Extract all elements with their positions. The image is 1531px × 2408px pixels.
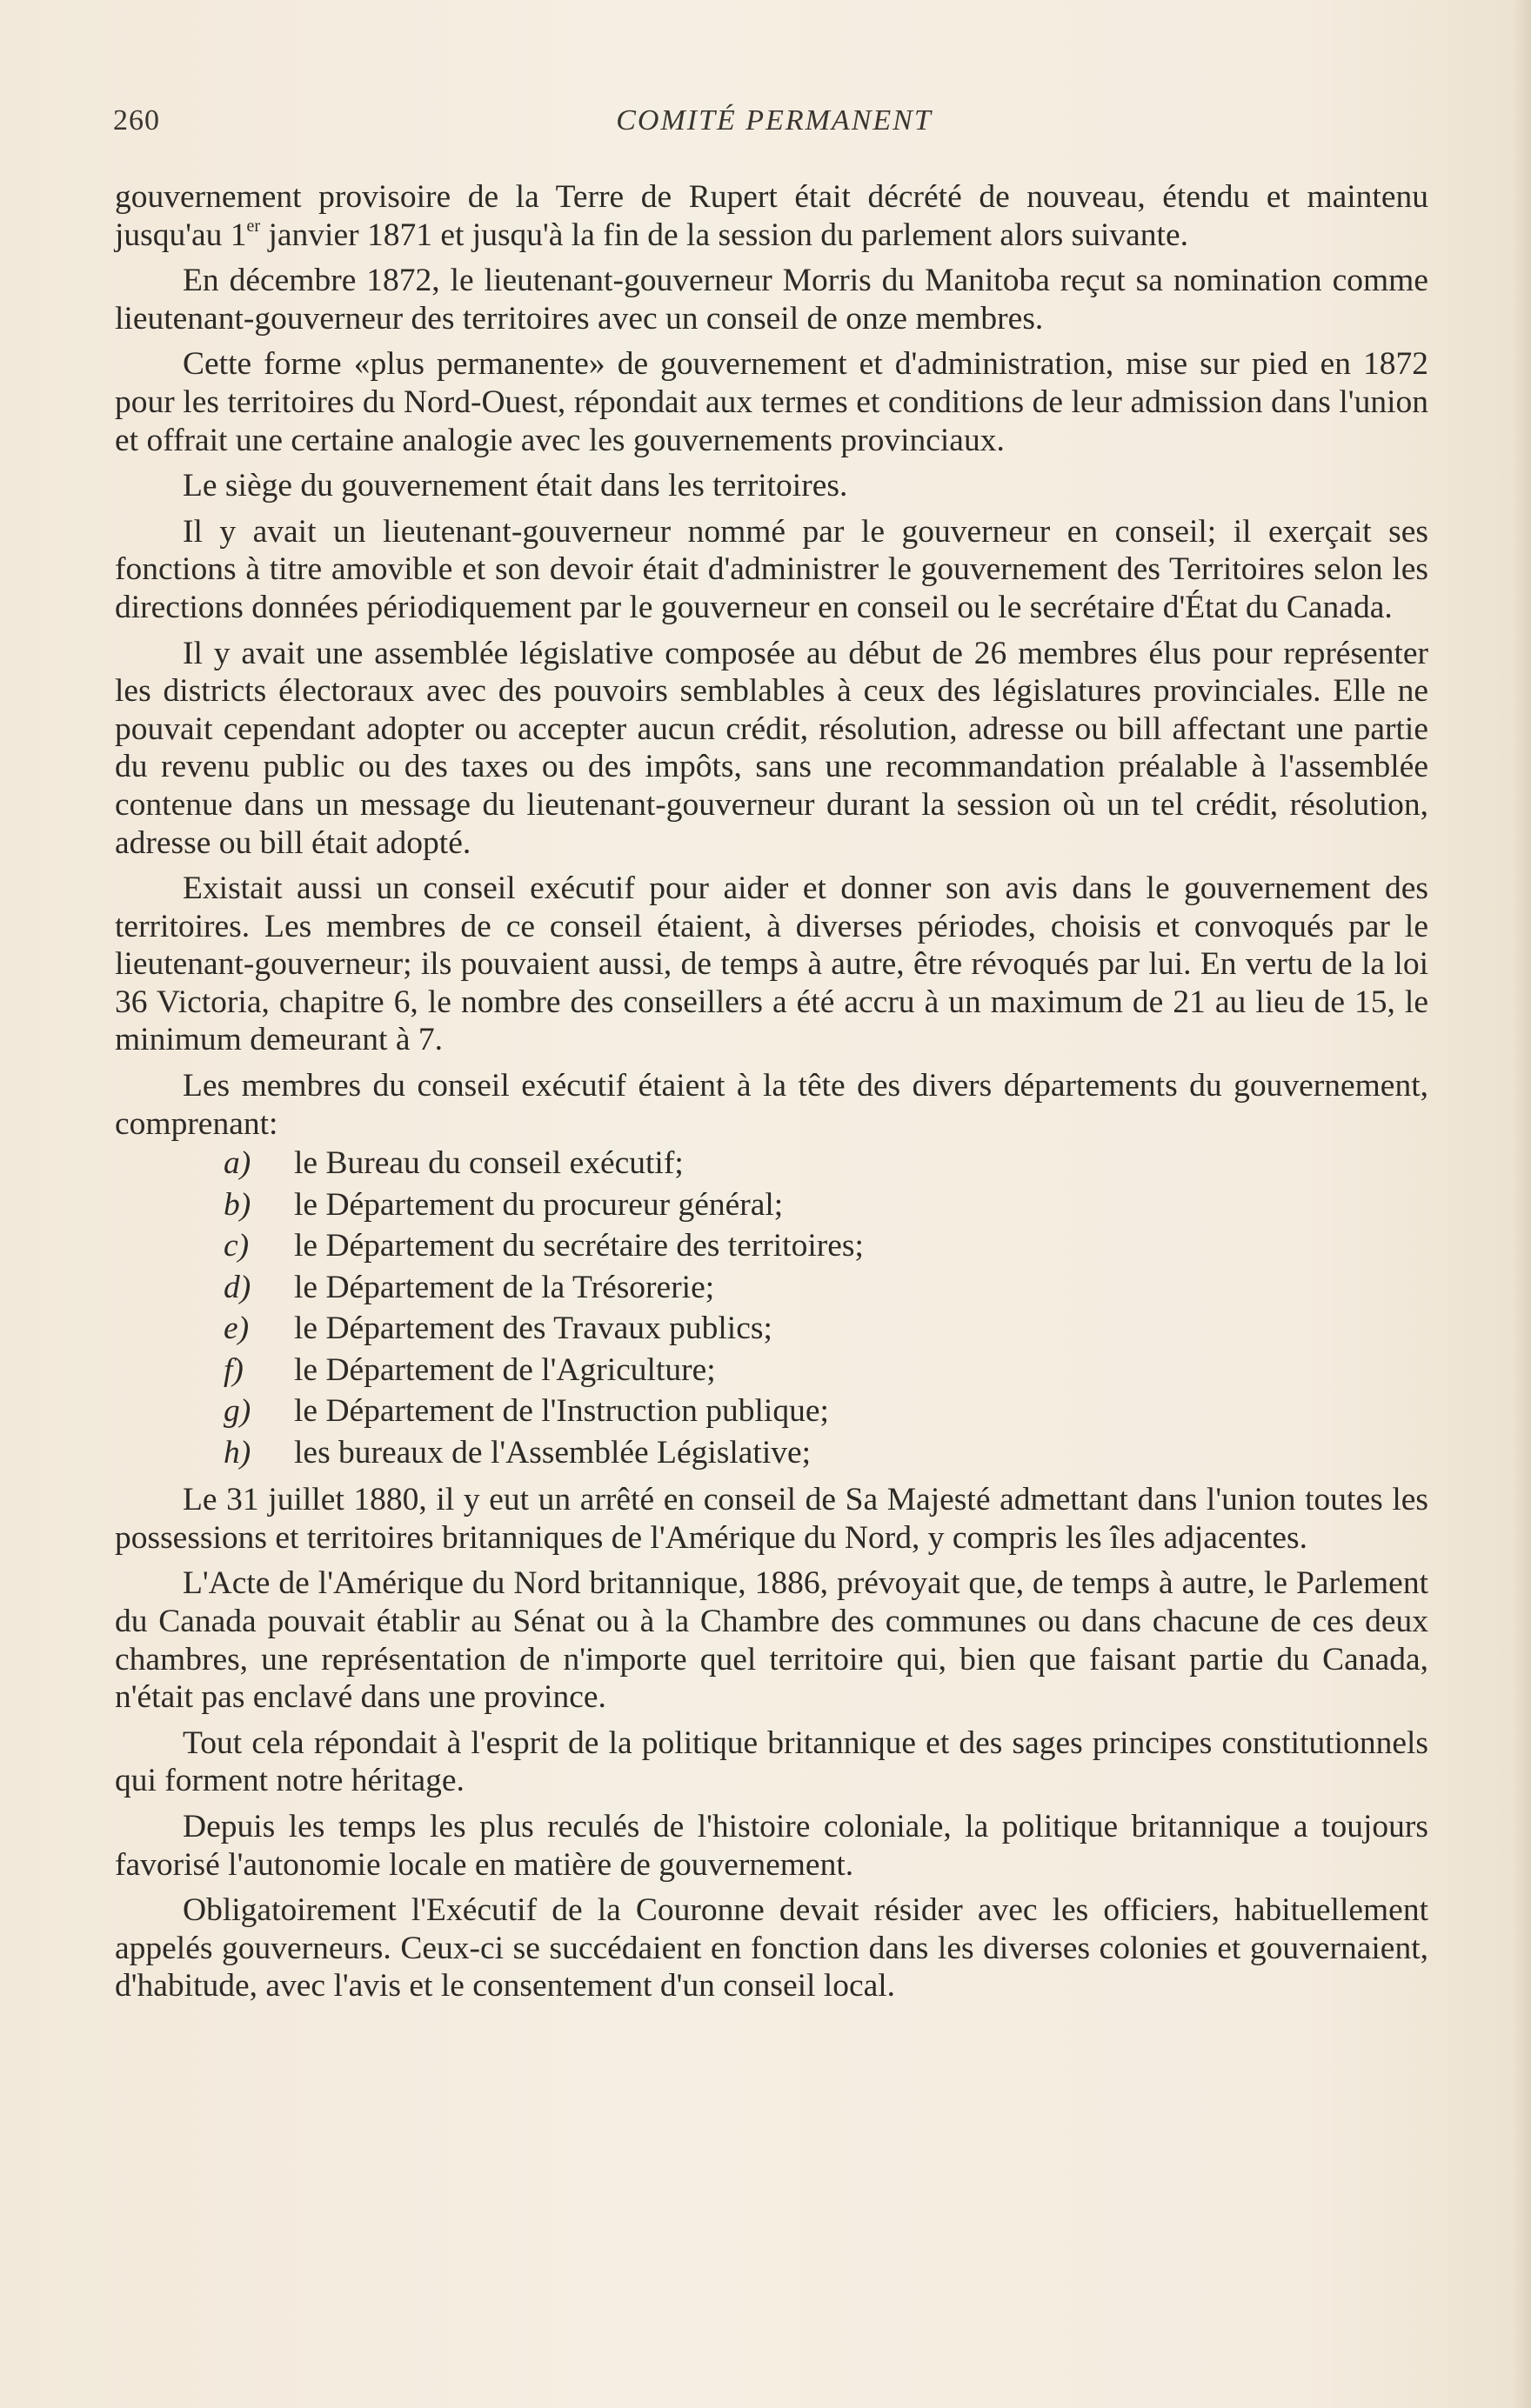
list-item (115, 1432, 1428, 1474)
paragraph-3: Cette forme «plus permanente» de gouvernement et d'administration, mise sur pied en 1872 pour les territoires du Nord-Ouest, répondait aux termes et conditions de leur admission dans l'union et offrait une certaine analogie avec les gouvernements provinciaux. (115, 346, 1428, 458)
running-head: COMITÉ PERMANENT (616, 104, 933, 137)
paragraph-6: Il y avait une assemblée législative composée au début de 26 membres élus pour représenter les districts électoraux avec des pouvoirs semblables à ceux des législatures provinciales. Elle ne pouvait cependant adopter ou accepter aucun crédit, résolution, adresse ou bill affectant une partie du revenu public ou des taxes ou des impôts, sans une recommandation préalable à l'assemblée contenue dans un message du lieutenant-gouverneur durant la session où un tel crédit, résolution, adresse ou bill était adopté. (115, 635, 1428, 861)
list-marker: e) (224, 1311, 250, 1347)
list-item (115, 1267, 1428, 1309)
ordinal-superscript: er (246, 216, 261, 236)
page-edge-shadow (1512, 0, 1531, 2408)
page-header (113, 104, 1435, 148)
list-item (115, 1225, 1428, 1267)
page-number: 260 (113, 104, 160, 137)
list-marker: d) (224, 1269, 251, 1305)
paragraph-11: Tout cela répondait à l'esprit de la politique britannique et des sages principes constitutionnels qui forment notre héritage. (115, 1724, 1428, 1799)
list-item-text: le Département du secrétaire des territoires; (294, 1228, 864, 1264)
paragraph-4: Le siège du gouvernement était dans les territoires. (183, 468, 848, 504)
paragraph-10: L'Acte de l'Amérique du Nord britannique, 1886, prévoyait que, de temps à autre, le Parlement du Canada pouvait établir au Sénat ou à la Chambre des communes ou dans chacune de ces deux chambres, une représentation de n'importe quel territoire qui, bien que faisant partie du Canada, n'était pas enclavé dans une province. (115, 1565, 1428, 1716)
paragraph-1 (115, 178, 1428, 254)
paragraph-1-text: gouvernement provisoire de la Terre de Rupert était décrété de nouveau, étendu et maintenu jusqu'au 1 (115, 179, 1428, 253)
department-list (115, 1143, 1428, 1473)
paragraph-1-text-end: janvier 1871 et jusqu'à la fin de la session du parlement alors suivante. (260, 217, 1188, 253)
list-item-text: le Département de l'Agriculture; (294, 1351, 716, 1388)
list-item (115, 1350, 1428, 1391)
list-marker: c) (224, 1228, 250, 1264)
list-marker: g) (224, 1393, 251, 1430)
paragraph-2: En décembre 1872, le lieutenant-gouverneur Morris du Manitoba reçut sa nomination comme lieutenant-gouverneur des territoires avec un conseil de onze membres. (115, 263, 1428, 337)
body-text (115, 178, 1428, 2005)
list-marker: b) (224, 1186, 251, 1223)
list-marker: h) (224, 1434, 251, 1471)
list-item-text: les bureaux de l'Assemblée Législative; (294, 1434, 812, 1471)
list-item-text: le Département du procureur général; (294, 1186, 784, 1223)
list-item (115, 1184, 1428, 1226)
paragraph-9: Le 31 juillet 1880, il y eut un arrêté en conseil de Sa Majesté admettant dans l'union toutes les possessions et territoires britanniques de l'Amérique du Nord, y compris les îles adjacentes. (115, 1482, 1428, 1556)
list-item (115, 1391, 1428, 1432)
paragraph-5: Il y avait un lieutenant-gouverneur nommé par le gouverneur en conseil; il exerçait ses fonctions à titre amovible et son devoir était d'administrer le gouvernement des Territoires selon les directions données périodiquement par le gouverneur en conseil ou le secrétaire d'État du Canada. (115, 513, 1428, 625)
paragraph-7: Existait aussi un conseil exécutif pour aider et donner son avis dans le gouvernement des territoires. Les membres de ce conseil étaient, à diverses périodes, choisis et convoqués par le lieutenant-gouverneur; ils pouvaient aussi, de temps à autre, être révoqués par lui. En vertu de la loi 36 Victoria, chapitre 6, le nombre des conseillers a été accru à un maximum de 21 au lieu de 15, le minimum demeurant à 7. (115, 870, 1428, 1058)
list-item-text: le Département des Travaux publics; (294, 1311, 772, 1347)
paragraph-12: Depuis les temps les plus reculés de l'histoire coloniale, la politique britannique a toujours favorisé l'autonomie locale en matière de gouvernement. (115, 1809, 1428, 1883)
list-item (115, 1143, 1428, 1184)
list-item-text: le Département de la Trésorerie; (294, 1269, 715, 1305)
paragraph-13: Obligatoirement l'Exécutif de la Couronne devait résider avec les officiers, habituellement appelés gouverneurs. Ceux-ci se succédaient en fonction dans les diverses colonies et gouvernaient, d'habitude, avec l'avis et le consentement d'un conseil local. (115, 1892, 1428, 2004)
list-item-text: le Bureau du conseil exécutif; (294, 1145, 684, 1182)
list-item-text: le Département de l'Instruction publique; (294, 1393, 829, 1430)
list-marker: a) (224, 1145, 251, 1182)
list-marker: f) (224, 1351, 244, 1388)
paragraph-8: Les membres du conseil exécutif étaient à la tête des divers départements du gouvernement, comprenant: (115, 1068, 1428, 1142)
list-item (115, 1308, 1428, 1350)
